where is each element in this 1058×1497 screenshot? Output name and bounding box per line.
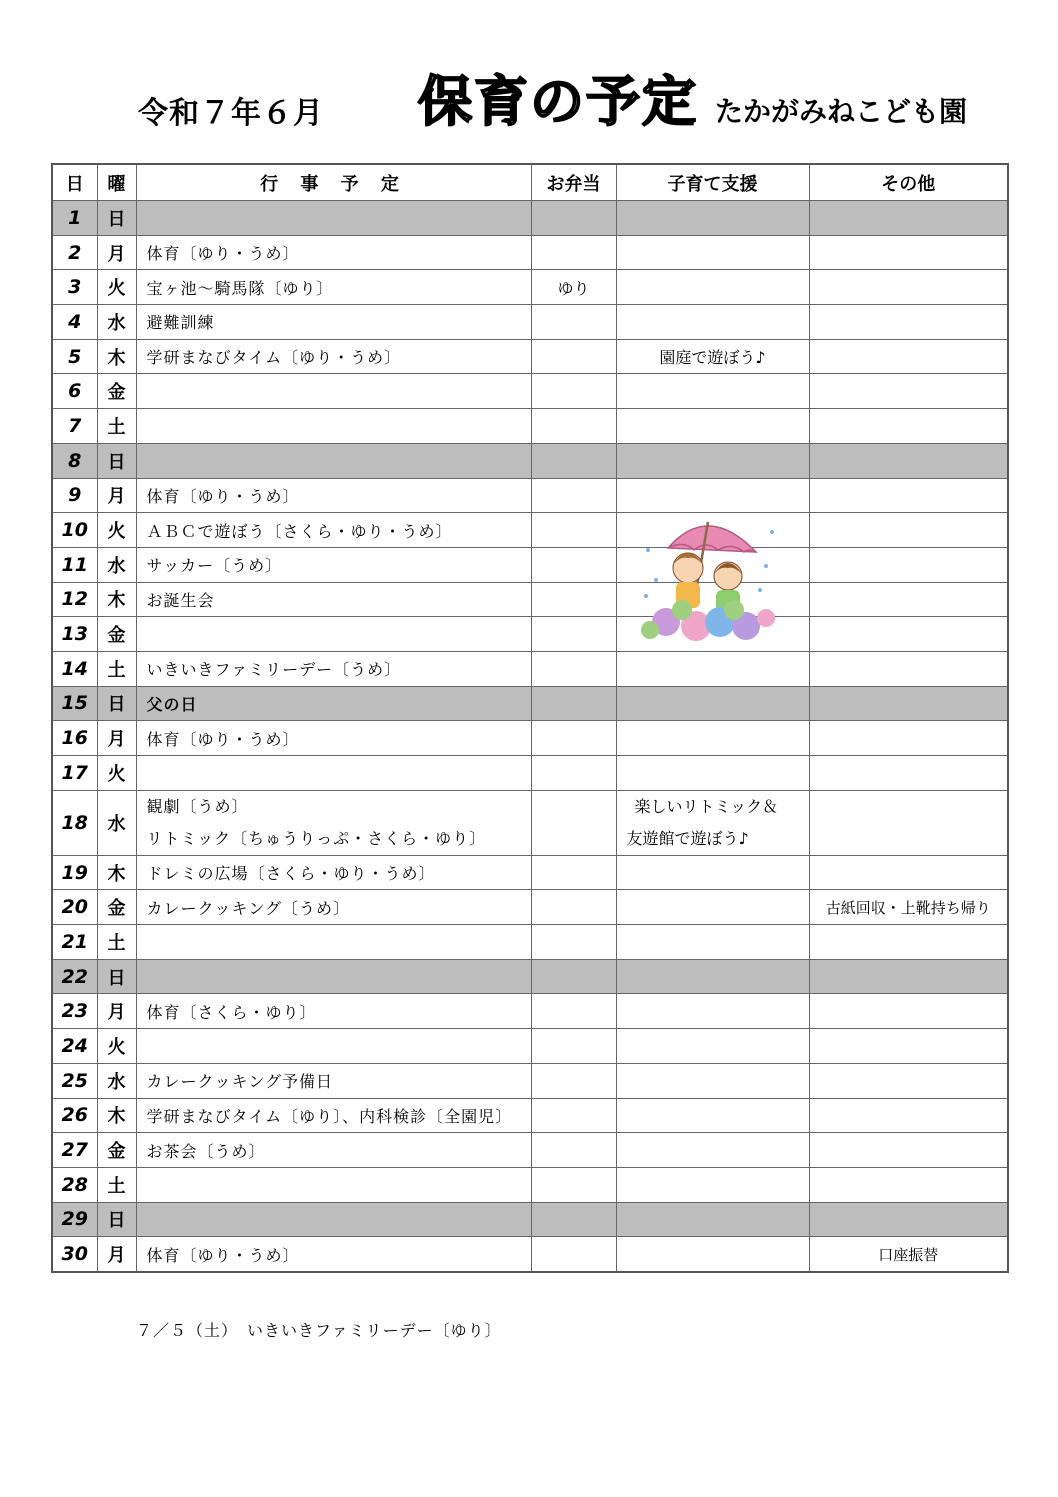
weekday-cell: 木 — [97, 582, 136, 617]
event-cell: 体育〔ゆり・うめ〕 — [136, 721, 531, 756]
support-cell — [616, 790, 809, 855]
other-cell — [809, 409, 1008, 444]
other-cell — [809, 582, 1008, 617]
day-cell: 8 — [52, 443, 97, 478]
event-cell — [136, 409, 531, 444]
day-cell: 11 — [52, 547, 97, 582]
bento-cell — [531, 374, 616, 409]
day-cell: 20 — [52, 890, 97, 925]
day-cell: 30 — [52, 1237, 97, 1272]
event-cell: 学研まなびタイム〔ゆり〕、内科検診〔全園児〕 — [136, 1098, 531, 1133]
bento-cell — [531, 513, 616, 548]
other-cell — [809, 478, 1008, 513]
school-name: たかがみねこども園 — [715, 95, 968, 128]
bento-cell — [531, 925, 616, 960]
bento-cell — [531, 721, 616, 756]
day-cell: 5 — [52, 339, 97, 374]
day-cell: 1 — [52, 201, 97, 236]
day-cell: 21 — [52, 925, 97, 960]
other-cell — [809, 994, 1008, 1029]
weekday-cell: 水 — [97, 790, 136, 855]
other-cell — [809, 1202, 1008, 1237]
table-row — [52, 1237, 1008, 1272]
day-cell: 22 — [52, 959, 97, 994]
weekday-cell: 日 — [97, 686, 136, 721]
day-cell: 26 — [52, 1098, 97, 1133]
support-cell — [616, 1029, 809, 1064]
bento-cell — [531, 547, 616, 582]
weekday-cell: 水 — [97, 1063, 136, 1098]
support-cell — [616, 1063, 809, 1098]
weekday-cell: 土 — [97, 409, 136, 444]
day-cell: 14 — [52, 651, 97, 686]
other-cell — [809, 513, 1008, 548]
event-cell: お茶会〔うめ〕 — [136, 1133, 531, 1168]
table-row — [52, 374, 1008, 409]
col-header-events: 行 事 予 定 — [136, 164, 531, 201]
other-cell — [809, 1133, 1008, 1168]
event-cell: いきいきファミリーデー〔うめ〕 — [136, 651, 531, 686]
table-row — [52, 1167, 1008, 1202]
day-cell: 24 — [52, 1029, 97, 1064]
day-cell: 19 — [52, 855, 97, 890]
bento-cell — [531, 1029, 616, 1064]
bento-cell — [531, 1167, 616, 1202]
event-line: 観劇〔うめ〕 — [146, 796, 249, 816]
day-cell: 3 — [52, 270, 97, 305]
table-row — [52, 925, 1008, 960]
table-row — [52, 547, 1008, 582]
event-cell: カレークッキング予備日 — [136, 1063, 531, 1098]
weekday-cell: 月 — [97, 1237, 136, 1272]
support-cell — [616, 1167, 809, 1202]
support-cell — [616, 959, 809, 994]
table-row — [52, 409, 1008, 444]
table-row — [52, 1029, 1008, 1064]
weekday-cell: 金 — [97, 617, 136, 652]
support-cell — [616, 305, 809, 340]
weekday-cell: 土 — [97, 1167, 136, 1202]
support-cell — [616, 478, 809, 513]
event-cell — [136, 925, 531, 960]
other-cell: 古紙回収・上靴持ち帰り — [809, 890, 1008, 925]
support-cell — [616, 270, 809, 305]
day-cell: 18 — [52, 790, 97, 855]
footnote: ７／５（土） いきいきファミリーデー〔ゆり〕 — [136, 1321, 502, 1340]
table-row — [52, 617, 1008, 652]
other-cell — [809, 790, 1008, 855]
weekday-cell: 土 — [97, 925, 136, 960]
event-cell: 宝ヶ池～騎馬隊〔ゆり〕 — [136, 270, 531, 305]
bento-cell — [531, 686, 616, 721]
event-cell: 体育〔ゆり・うめ〕 — [136, 1237, 531, 1272]
support-cell — [616, 1098, 809, 1133]
support-cell — [616, 686, 809, 721]
event-cell — [136, 201, 531, 236]
support-cell — [616, 201, 809, 236]
support-cell — [616, 1237, 809, 1272]
event-cell: 体育〔さくら・ゆり〕 — [136, 994, 531, 1029]
weekday-cell: 日 — [97, 1202, 136, 1237]
weekday-cell: 月 — [97, 478, 136, 513]
bento-cell — [531, 617, 616, 652]
bento-cell — [531, 890, 616, 925]
table-row — [52, 651, 1008, 686]
bento-cell — [531, 855, 616, 890]
day-cell: 28 — [52, 1167, 97, 1202]
bento-cell — [531, 1237, 616, 1272]
table-row — [52, 756, 1008, 791]
day-cell: 9 — [52, 478, 97, 513]
table-row — [52, 890, 1008, 925]
support-cell — [616, 855, 809, 890]
day-cell: 17 — [52, 756, 97, 791]
bento-cell — [531, 478, 616, 513]
table-row — [52, 790, 1008, 855]
weekday-cell: 火 — [97, 756, 136, 791]
event-cell: 体育〔ゆり・うめ〕 — [136, 478, 531, 513]
bento-cell: ゆり — [531, 270, 616, 305]
bento-cell — [531, 651, 616, 686]
other-cell — [809, 617, 1008, 652]
table-row — [52, 305, 1008, 340]
weekday-cell: 土 — [97, 651, 136, 686]
table-row — [52, 959, 1008, 994]
bento-cell — [531, 235, 616, 270]
col-header-other: その他 — [809, 164, 1008, 201]
event-cell — [136, 756, 531, 791]
other-cell — [809, 547, 1008, 582]
table-row — [52, 201, 1008, 236]
table-row — [52, 582, 1008, 617]
day-cell: 13 — [52, 617, 97, 652]
table-row — [52, 686, 1008, 721]
support-cell — [616, 890, 809, 925]
event-cell: 学研まなびタイム〔ゆり・うめ〕 — [136, 339, 531, 374]
other-cell — [809, 270, 1008, 305]
support-cell — [616, 443, 809, 478]
support-cell — [616, 721, 809, 756]
table-header-row — [52, 164, 1008, 201]
other-cell — [809, 235, 1008, 270]
bento-cell — [531, 339, 616, 374]
event-cell — [136, 1167, 531, 1202]
other-cell: 口座振替 — [809, 1237, 1008, 1272]
event-line: リトミック〔ちゅうりっぷ・さくら・ゆり〕 — [146, 828, 487, 848]
other-cell — [809, 855, 1008, 890]
event-cell — [136, 959, 531, 994]
bento-cell — [531, 305, 616, 340]
bento-cell — [531, 1098, 616, 1133]
bento-cell — [531, 790, 616, 855]
weekday-cell: 木 — [97, 339, 136, 374]
table-row — [52, 513, 1008, 548]
event-cell: 避難訓練 — [136, 305, 531, 340]
weekday-cell: 金 — [97, 374, 136, 409]
weekday-cell: 月 — [97, 235, 136, 270]
event-cell — [136, 1029, 531, 1064]
schedule-table — [51, 163, 1009, 1273]
support-cell — [616, 1133, 809, 1168]
other-cell — [809, 339, 1008, 374]
support-cell — [616, 374, 809, 409]
bento-cell — [531, 1063, 616, 1098]
bento-cell — [531, 994, 616, 1029]
event-cell: サッカー〔うめ〕 — [136, 547, 531, 582]
day-cell: 29 — [52, 1202, 97, 1237]
weekday-cell: 日 — [97, 443, 136, 478]
other-cell — [809, 925, 1008, 960]
weekday-cell: 金 — [97, 1133, 136, 1168]
weekday-cell: 火 — [97, 513, 136, 548]
weekday-cell: 日 — [97, 959, 136, 994]
col-header-day: 日 — [52, 164, 97, 201]
other-cell — [809, 721, 1008, 756]
table-row — [52, 1202, 1008, 1237]
support-cell — [616, 235, 809, 270]
day-cell: 15 — [52, 686, 97, 721]
event-cell — [136, 617, 531, 652]
weekday-cell: 月 — [97, 721, 136, 756]
support-cell: 園庭で遊ぼう♪ — [616, 339, 809, 374]
support-cell — [616, 651, 809, 686]
day-cell: 7 — [52, 409, 97, 444]
table-row — [52, 235, 1008, 270]
table-row — [52, 1063, 1008, 1098]
other-cell — [809, 686, 1008, 721]
support-line: 楽しいリトミック＆ — [634, 796, 779, 816]
other-cell — [809, 443, 1008, 478]
event-cell — [136, 374, 531, 409]
bento-cell — [531, 959, 616, 994]
day-cell: 23 — [52, 994, 97, 1029]
table-row — [52, 1098, 1008, 1133]
event-cell: カレークッキング〔うめ〕 — [136, 890, 531, 925]
weekday-cell: 水 — [97, 547, 136, 582]
support-cell — [616, 1202, 809, 1237]
day-cell: 27 — [52, 1133, 97, 1168]
day-cell: 4 — [52, 305, 97, 340]
weekday-cell: 月 — [97, 994, 136, 1029]
other-cell — [809, 1029, 1008, 1064]
other-cell — [809, 201, 1008, 236]
other-cell — [809, 1167, 1008, 1202]
event-cell — [136, 1202, 531, 1237]
weekday-cell: 火 — [97, 1029, 136, 1064]
other-cell — [809, 1063, 1008, 1098]
day-cell: 16 — [52, 721, 97, 756]
weekday-cell: 日 — [97, 201, 136, 236]
col-header-bento: お弁当 — [531, 164, 616, 201]
page-title: 保育の予定 — [418, 70, 698, 133]
weekday-cell: 木 — [97, 855, 136, 890]
weekday-cell: 火 — [97, 270, 136, 305]
weekday-cell: 金 — [97, 890, 136, 925]
table-row — [52, 339, 1008, 374]
support-line: 友遊館で遊ぼう♪ — [626, 828, 749, 848]
support-cell — [616, 756, 809, 791]
event-cell — [136, 443, 531, 478]
event-cell: お誕生会 — [136, 582, 531, 617]
event-cell — [136, 790, 531, 855]
table-row — [52, 270, 1008, 305]
event-cell: 体育〔ゆり・うめ〕 — [136, 235, 531, 270]
table-row — [52, 478, 1008, 513]
bento-cell — [531, 1133, 616, 1168]
other-cell — [809, 305, 1008, 340]
day-cell: 12 — [52, 582, 97, 617]
support-cell — [616, 925, 809, 960]
support-cell — [616, 409, 809, 444]
table-row — [52, 994, 1008, 1029]
other-cell — [809, 374, 1008, 409]
bento-cell — [531, 582, 616, 617]
day-cell: 2 — [52, 235, 97, 270]
day-cell: 10 — [52, 513, 97, 548]
weekday-cell: 水 — [97, 305, 136, 340]
weekday-cell: 木 — [97, 1098, 136, 1133]
support-cell — [616, 994, 809, 1029]
other-cell — [809, 1098, 1008, 1133]
day-cell: 25 — [52, 1063, 97, 1098]
umbrella-children-illustration — [636, 510, 780, 648]
month-label: 令和７年６月 — [138, 96, 324, 131]
bento-cell — [531, 201, 616, 236]
col-header-weekday: 曜 — [97, 164, 136, 201]
bento-cell — [531, 756, 616, 791]
col-header-support: 子育て支援 — [616, 164, 809, 201]
event-cell: ドレミの広場〔さくら・ゆり・うめ〕 — [136, 855, 531, 890]
bento-cell — [531, 1202, 616, 1237]
event-cell: ＡＢＣで遊ぼう〔さくら・ゆり・うめ〕 — [136, 513, 531, 548]
other-cell — [809, 959, 1008, 994]
other-cell — [809, 756, 1008, 791]
other-cell — [809, 651, 1008, 686]
event-cell: 父の日 — [136, 686, 531, 721]
table-row — [52, 1133, 1008, 1168]
table-row — [52, 721, 1008, 756]
table-row — [52, 855, 1008, 890]
bento-cell — [531, 409, 616, 444]
bento-cell — [531, 443, 616, 478]
day-cell: 6 — [52, 374, 97, 409]
table-row — [52, 443, 1008, 478]
